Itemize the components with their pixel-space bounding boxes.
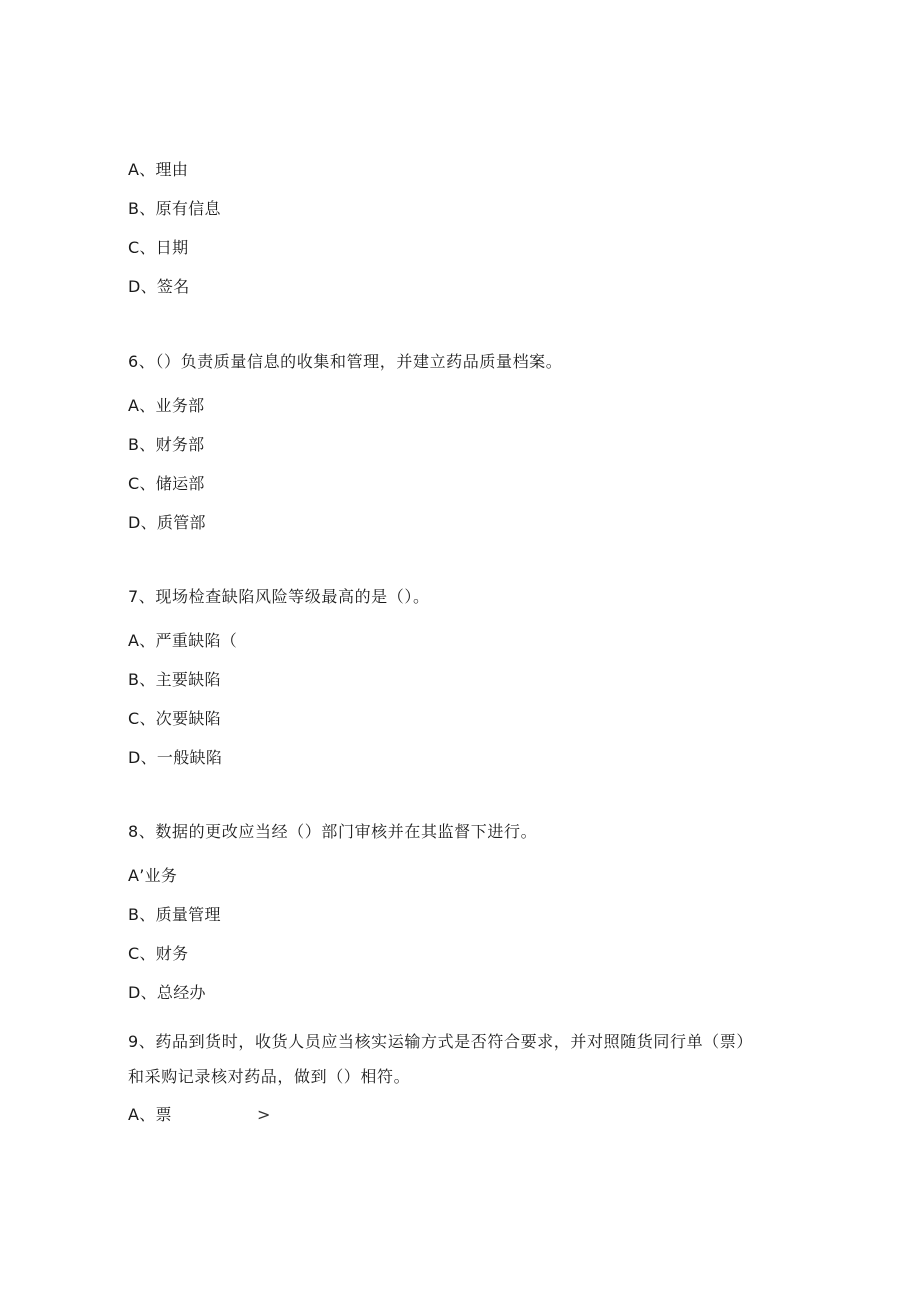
- option-a: A、严重缺陷（: [128, 631, 238, 650]
- option-b: B、主要缺陷: [128, 670, 221, 689]
- question-9: 9、药品到货时，收货人员应当核实运输方式是否符合要求，并对照随货同行单（票）: [128, 1032, 753, 1051]
- option-b: B、财务部: [128, 435, 205, 454]
- option-b: B、质量管理: [128, 905, 221, 924]
- option-d: D、一般缺陷: [128, 748, 223, 767]
- option-d: D、总经办: [128, 983, 206, 1002]
- question-9-continued: 和采购记录核对药品，做到（）相符。: [128, 1067, 411, 1086]
- question-8: 8、数据的更改应当经（）部门审核并在其监督下进行。: [128, 822, 538, 841]
- option-a: A、业务部: [128, 396, 205, 415]
- option-a: A、理由: [128, 160, 189, 179]
- stray-mark: >: [257, 1105, 271, 1124]
- option-c: C、储运部: [128, 474, 205, 493]
- option-d: D、质管部: [128, 513, 206, 532]
- option-d: D、签名: [128, 277, 190, 296]
- option-a: A’业务: [128, 866, 178, 885]
- option-c: C、次要缺陷: [128, 709, 221, 728]
- option-c: C、日期: [128, 238, 189, 257]
- question-7: 7、现场检查缺陷风险等级最高的是（）。: [128, 587, 430, 606]
- question-6: 6、（）负责质量信息的收集和管理，并建立药品质量档案。: [128, 352, 563, 371]
- option-b: B、原有信息: [128, 199, 221, 218]
- option-c: C、财务: [128, 944, 189, 963]
- option-a: A、票: [128, 1105, 172, 1124]
